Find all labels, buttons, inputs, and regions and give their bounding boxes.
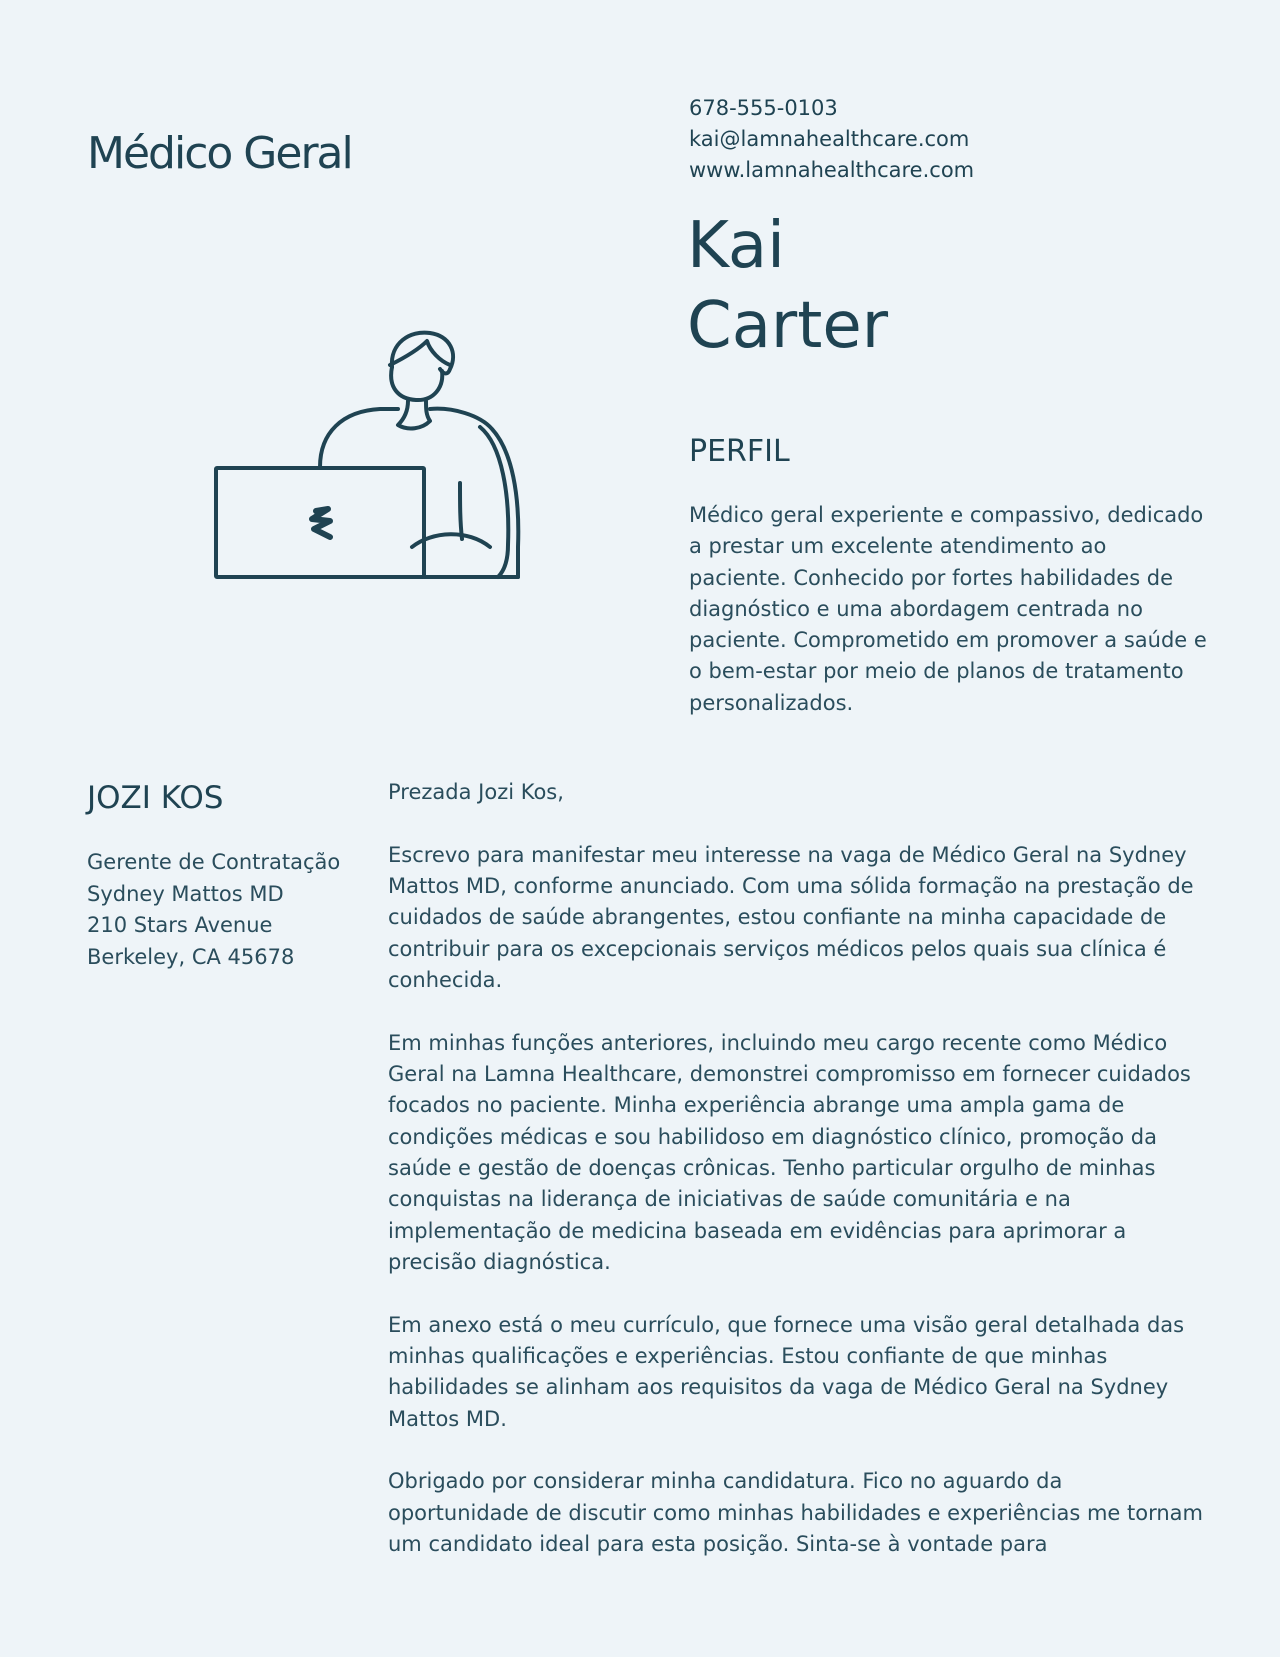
- profile-heading: PERFIL: [689, 434, 790, 469]
- recipient-street: 210 Stars Avenue: [87, 913, 273, 937]
- phone-number: 678-555-0103: [689, 96, 838, 120]
- applicant-name: [687, 206, 888, 366]
- website-url: www.lamnahealthcare.com: [689, 158, 975, 182]
- person-at-laptop-icon: [212, 325, 542, 580]
- first-name: Kai: [687, 209, 785, 283]
- recipient-address-block: [87, 847, 340, 973]
- recipient-name: JOZI KOS: [87, 780, 224, 816]
- profile-text: Médico geral experiente e compassivo, dedicado a prestar um excelente atendimento ao paciente. Conhecido por fortes habilidades de diagnóstico e uma abordagem centrada no paciente. Comprometido em promover a saúde e o bem-estar por meio de planos de tratamento personalizados.: [689, 503, 1207, 715]
- letter-body: [388, 777, 1208, 1592]
- recipient-city: Berkeley, CA 45678: [87, 944, 295, 969]
- letter-paragraph: Em minhas funções anteriores, incluindo meu cargo recente como Médico Geral na Lamna Healthcare, demonstrei compromisso em fornecer cuidados focados no paciente. Minha experiência abrange uma ampla gama de condições médicas e sou habilidoso em diagnóstico clínico, promoção da saúde e gestão de doenças crônicas. Tenho particular orgulho de minhas conquistas na liderança de iniciativas de saúde comunitária e na implementação de medicina baseada em evidências para aprimorar a precisão diagnóstica.: [388, 1030, 1191, 1274]
- recipient-company: Sydney Mattos MD: [87, 881, 284, 906]
- letter-paragraph: Obrigado por considerar minha candidatura. Fico no aguardo da oportunidade de discutir como minhas habilidades e experiências me tornam um candidato ideal para esta posição. Sinta-se à vontade para: [388, 1469, 1204, 1556]
- letter-salutation: Prezada Jozi Kos,: [388, 780, 564, 804]
- recipient-title: Gerente de Contratação: [87, 850, 341, 874]
- email-address: kai@lamnahealthcare.com: [689, 127, 970, 151]
- letter-paragraph: Em anexo está o meu currículo, que fornece uma visão geral detalhada das minhas qualificações e experiências. Estou confiante de que minhas habilidades se alinham aos requisitos da vaga de Médico Geral na Sydney Mattos MD.: [388, 1312, 1185, 1431]
- job-title: Médico Geral: [87, 128, 352, 179]
- last-name: Carter: [687, 289, 888, 363]
- letter-paragraph: Escrevo para manifestar meu interesse na vaga de Médico Geral na Sydney Mattos MD, conforme anunciado. Com uma sólida formação na prestação de cuidados de saúde abrangentes, estou confiante na minha capacidade de contribuir para os excepcionais serviços médicos pelos quais sua clínica é conhecida.: [388, 842, 1194, 992]
- contact-info: [689, 93, 974, 186]
